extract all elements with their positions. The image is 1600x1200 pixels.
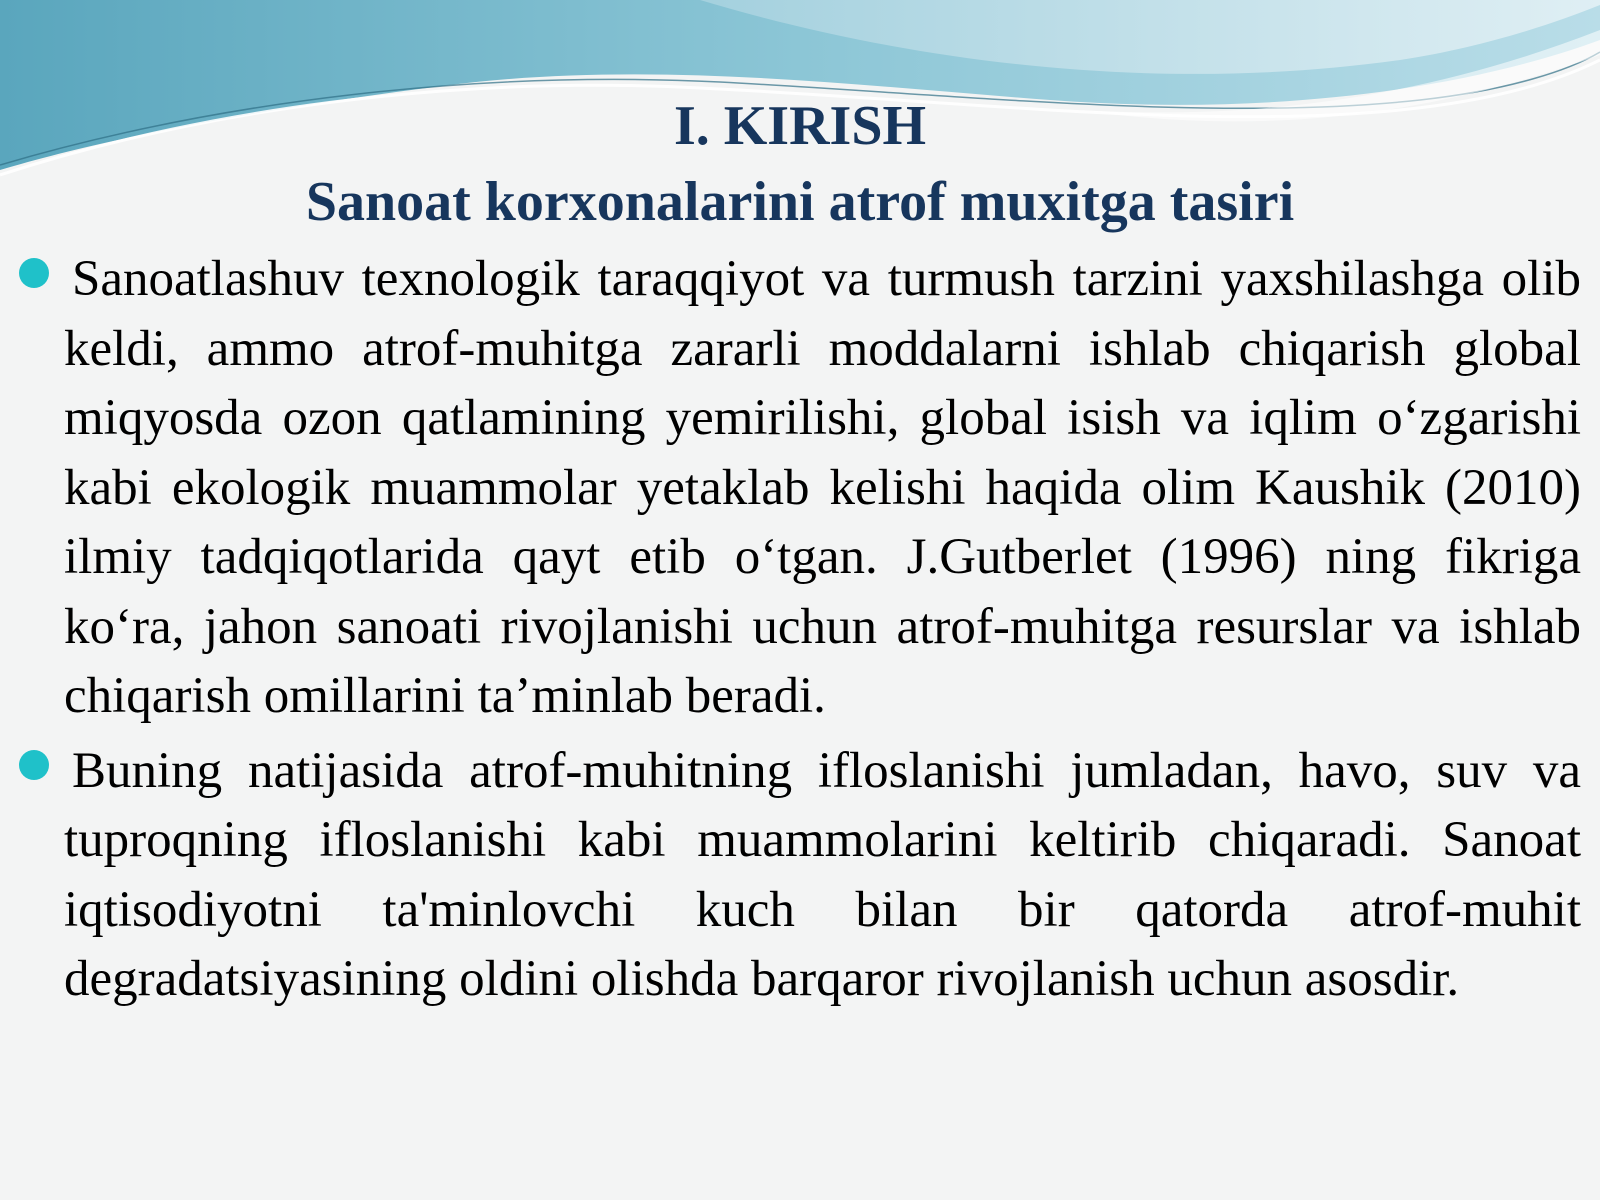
teal-circle-bullet-icon xyxy=(19,750,49,780)
bullet-text: Sanoatlashuv texnologik taraqqiyot va turmush tarzini yaxshilashga olib keldi, ammo atrof-muhitga zararli moddalarni ishlab chiqarish global miqyosda ozon qatlamining yemirilishi, global isish va iqlim o‘zgarishi kabi ekologik muammolar yetaklab kelishi haqida olim Kaushik (2010) ilmiy tadqiqotlarida qayt etib o‘tgan. J.Gutberlet (1996) ning fikriga ko‘ra, jahon sanoati rivojlanishi uchun atrof-muhitga resurslar va ishlab chiqarish omillarini ta’minlab beradi. xyxy=(64,251,1581,724)
bullet-item xyxy=(64,245,1581,732)
slide-title: I. KIRISH xyxy=(673,95,927,157)
teal-circle-bullet-icon xyxy=(19,258,49,288)
bullet-text: Buning natijasida atrof-muhitning ifloslanishi jumladan, havo, suv va tuproqning ifloslanishi kabi muammolarini keltirib chiqaradi. Sanoat iqtisodiyotni ta'minlovchi kuch bilan bir qatorda atrof-muhit degradatsiyasining oldini olishda barqaror rivojlanish uchun asosdir. xyxy=(64,742,1581,1007)
bullet-list xyxy=(64,245,1581,1020)
bullet-item xyxy=(64,737,1581,1015)
slide-subtitle: Sanoat korxonalarini atrof muxitga tasiri xyxy=(305,171,1295,233)
